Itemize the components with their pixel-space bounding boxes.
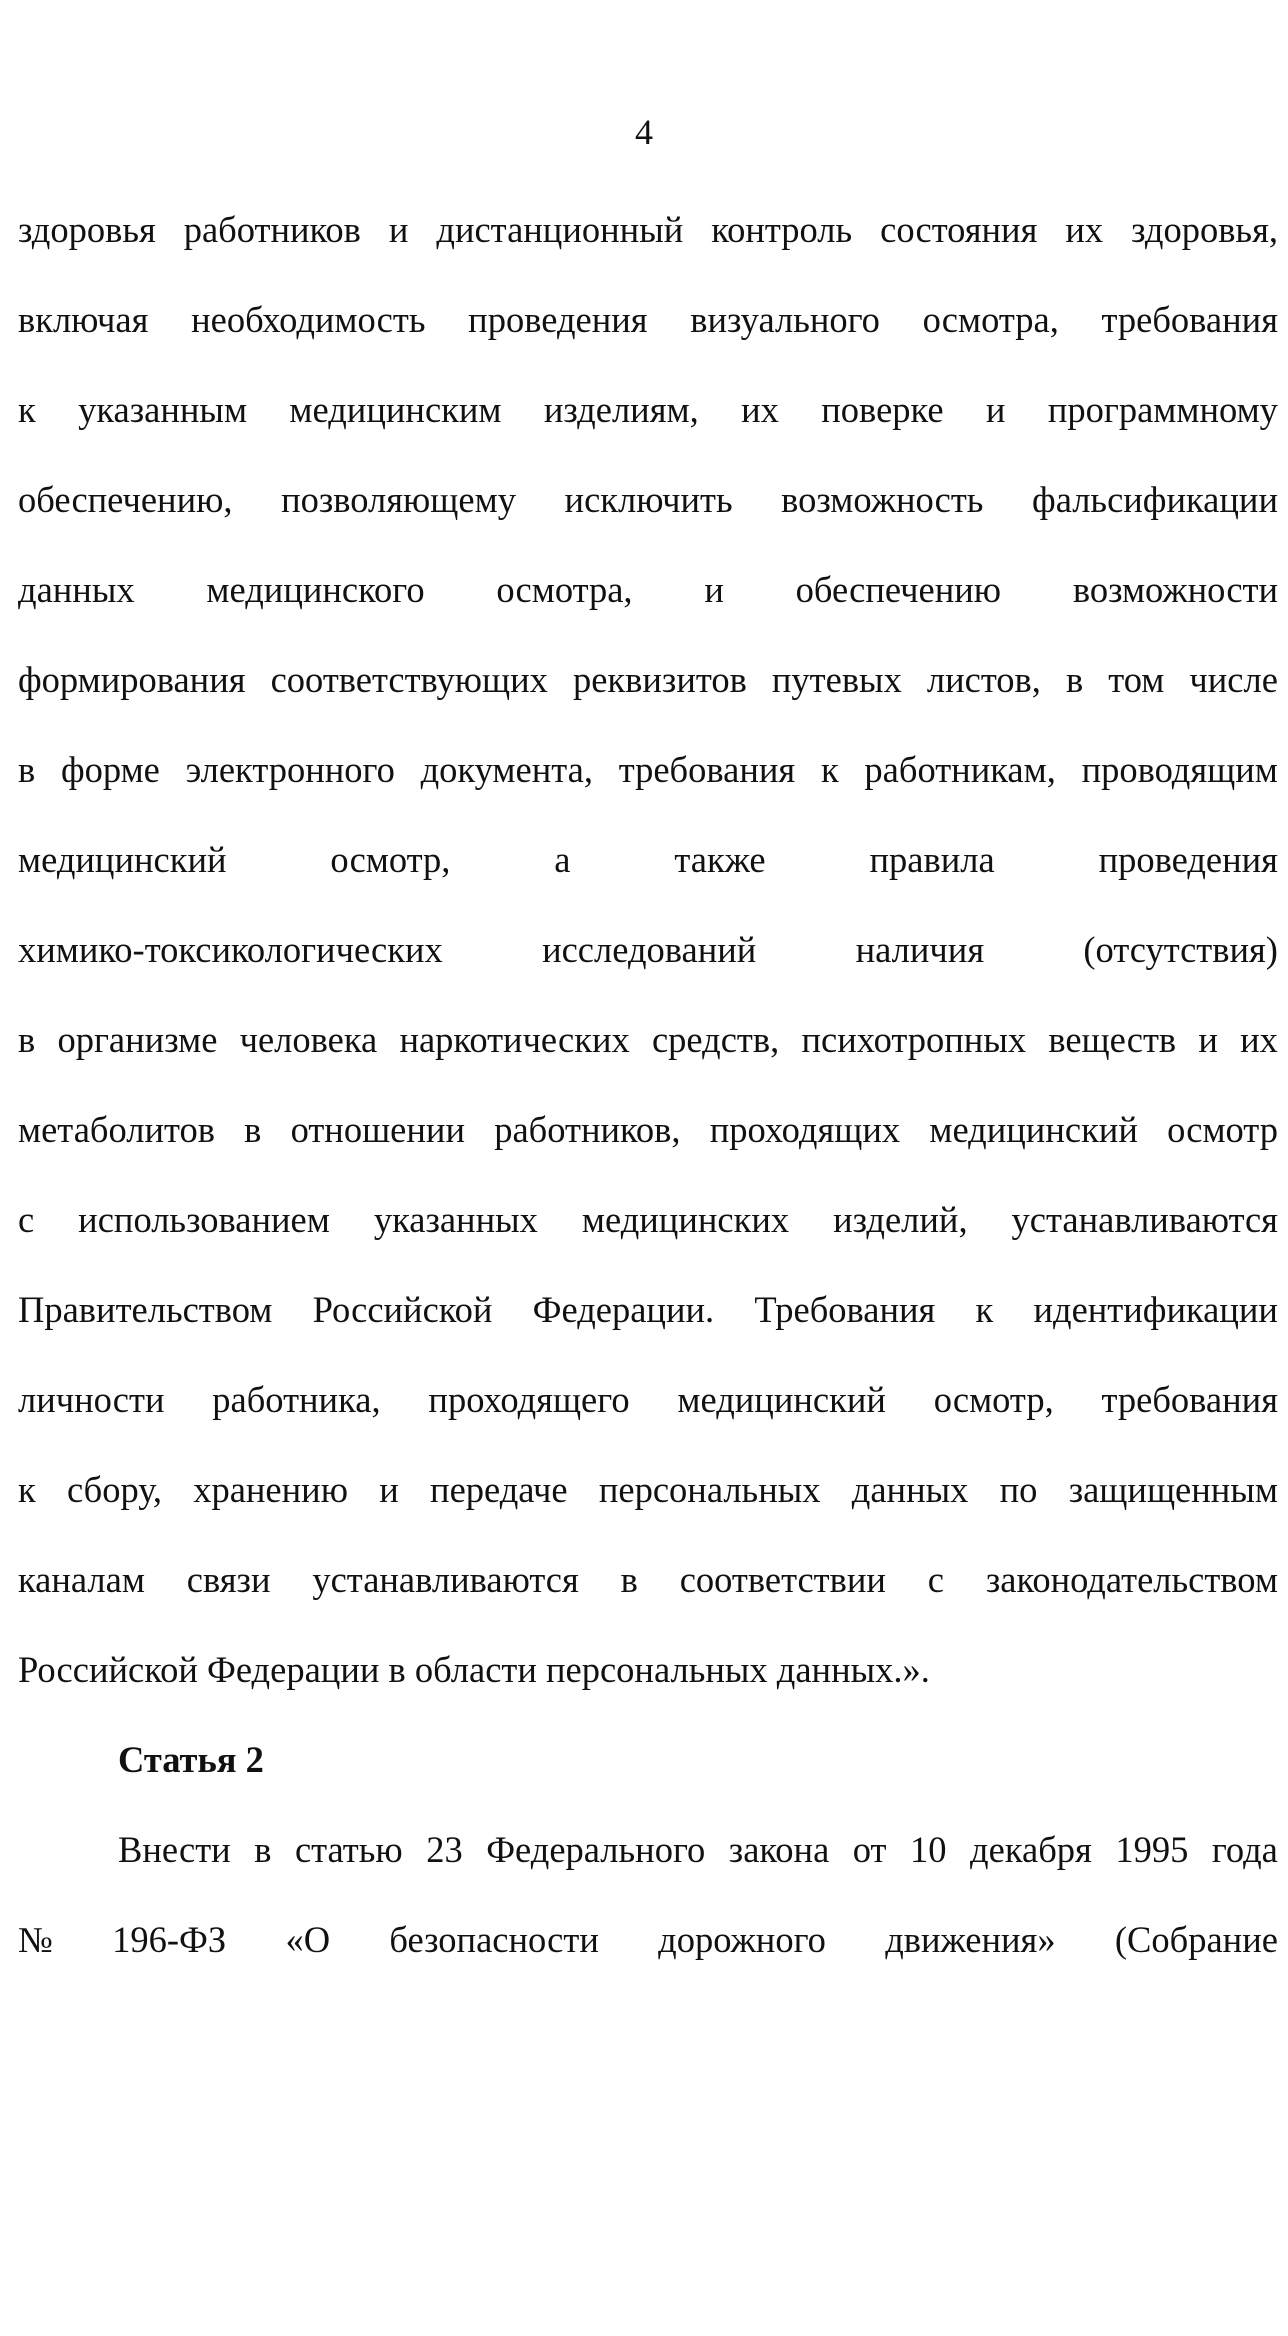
document-body xyxy=(18,200,1278,2000)
heading-line: Статья 2 xyxy=(118,1739,264,1780)
text-line: здоровья работников и дистанционный контроль состояния их здоровья, xyxy=(18,209,1278,250)
article-heading xyxy=(18,1730,1278,1820)
text-line: химико-токсикологических исследований наличия (отсутствия) xyxy=(18,929,1278,970)
text-line: формирования соответствующих реквизитов путевых листов, в том числе xyxy=(18,659,1278,700)
text-line: Внести в статью 23 Федерального закона от 10 декабря 1995 года xyxy=(118,1829,1278,1870)
text-line: включая необходимость проведения визуального осмотра, требования xyxy=(18,299,1278,340)
paragraph xyxy=(18,1820,1278,2000)
text-line: Правительством Российской Федерации. Требования к идентификации xyxy=(18,1289,1278,1330)
page-number: 4 xyxy=(635,112,653,152)
text-line: Российской Федерации в области персональных данных.». xyxy=(18,1649,930,1690)
text-line: обеспечению, позволяющему исключить возможность фальсификации xyxy=(18,479,1278,520)
text-line: данных медицинского осмотра, и обеспечению возможности xyxy=(18,569,1278,610)
text-line: метаболитов в отношении работников, проходящих медицинский осмотр xyxy=(18,1109,1278,1150)
text-line: к сбору, хранению и передаче персональных данных по защищенным xyxy=(18,1469,1278,1510)
text-line: № 196-ФЗ «О безопасности дорожного движения» (Собрание xyxy=(18,1919,1278,1960)
text-line: с использованием указанных медицинских изделий, устанавливаются xyxy=(18,1199,1278,1240)
text-line: медицинский осмотр, а также правила проведения xyxy=(18,839,1278,880)
text-line: каналам связи устанавливаются в соответствии с законодательством xyxy=(18,1559,1278,1600)
text-line: личности работника, проходящего медицинский осмотр, требования xyxy=(18,1379,1278,1420)
text-line: в организме человека наркотических средств, психотропных веществ и их xyxy=(18,1019,1278,1060)
text-line: к указанным медицинским изделиям, их поверке и программному xyxy=(18,389,1278,430)
text-line: в форме электронного документа, требования к работникам, проводящим xyxy=(18,749,1278,790)
paragraph xyxy=(18,200,1278,1730)
